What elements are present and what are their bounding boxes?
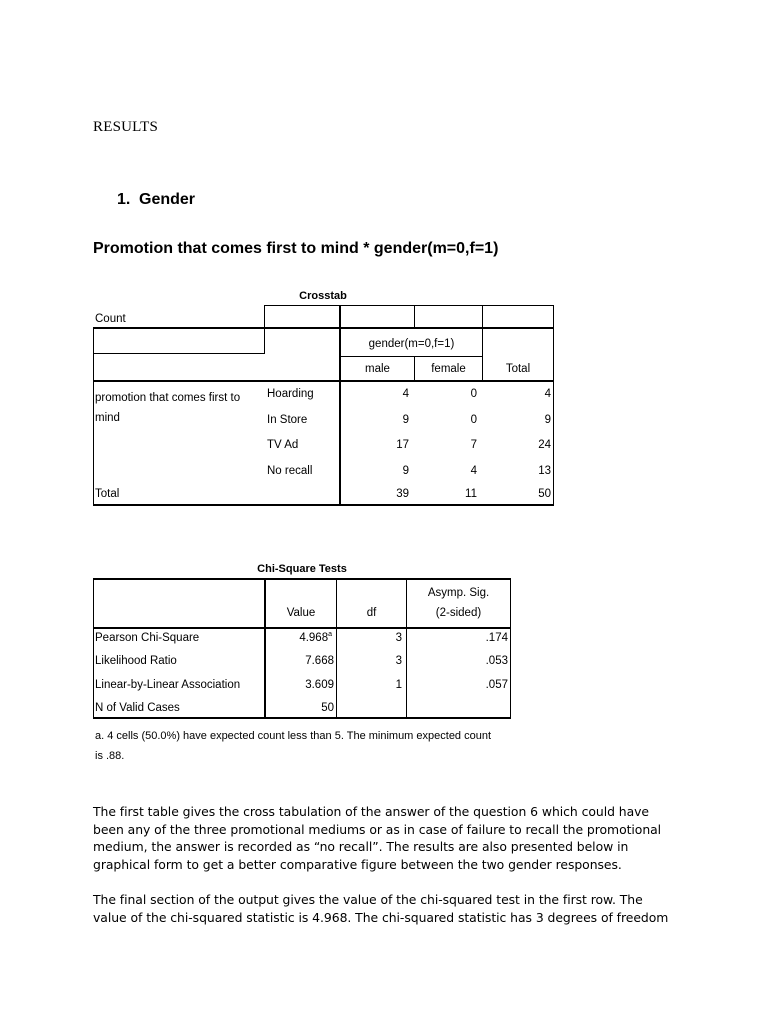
- test-label: N of Valid Cases: [95, 702, 180, 714]
- female-cell: 0: [470, 414, 477, 426]
- male-cell: 9: [402, 465, 409, 477]
- value-number: 4.968: [299, 632, 329, 644]
- value-column-header: Value: [286, 607, 316, 619]
- count-label: Count: [95, 313, 126, 325]
- section-heading: [117, 191, 195, 209]
- chi-square-footnote: [95, 726, 515, 766]
- sig-column-header-line1: Asymp. Sig.: [427, 587, 490, 599]
- row-label: Hoarding: [267, 388, 314, 400]
- total-cell: 4: [544, 388, 551, 400]
- paragraph-line: value of the chi-squared statistic is 4.968. The chi-squared statistic has 3 degrees of freedom: [93, 909, 669, 925]
- df-cell: 3: [395, 655, 402, 667]
- grand-total-cell: 50: [538, 488, 551, 500]
- sig-cell: .053: [485, 655, 508, 667]
- gender-column-group: gender(m=0,f=1): [368, 338, 455, 350]
- sig-column-header-line2: (2-sided): [435, 607, 482, 619]
- row-group-label: promotion that comes first to mind: [95, 392, 241, 424]
- male-cell: 9: [402, 414, 409, 426]
- results-heading: RESULTS: [93, 119, 159, 135]
- paragraph-line: graphical form to get a better comparative figure between the two gender responses.: [93, 856, 622, 872]
- female-cell: 4: [470, 465, 477, 477]
- row-label: In Store: [267, 414, 308, 426]
- paragraph-line: medium, the answer is recorded as “no recall”. The results are also presented below in: [93, 839, 629, 854]
- df-cell: 1: [395, 679, 402, 691]
- crosstab-title: Crosstab: [299, 290, 347, 302]
- sig-cell: .057: [485, 679, 508, 691]
- paragraph-line: The first table gives the cross tabulation of the answer of the question 6 which could have: [93, 804, 650, 819]
- value-cell: 3.609: [305, 679, 334, 691]
- test-label: Linear-by-Linear Association: [95, 679, 241, 691]
- df-cell: 3: [395, 632, 402, 644]
- value-cell: 50: [321, 702, 334, 714]
- male-total-cell: 39: [396, 488, 409, 500]
- value-cell: 7.668: [305, 655, 334, 667]
- total-cell: 13: [538, 465, 551, 477]
- footnote-marker: a: [328, 631, 332, 639]
- interpretation-paragraph-1: [93, 803, 693, 873]
- analysis-title: Promotion that comes first to mind * gender(m=0,f=1): [93, 240, 499, 257]
- section-title: Gender: [139, 191, 196, 208]
- female-column-header: female: [431, 363, 466, 375]
- paragraph-line: The final section of the output gives the value of the chi-squared test in the first row. The: [93, 892, 643, 907]
- test-label: Pearson Chi-Square: [95, 632, 200, 644]
- chi-square-title: Chi-Square Tests: [257, 563, 347, 575]
- male-cell: 4: [402, 388, 409, 400]
- paragraph-line: been any of the three promotional mediums or as in case of failure to recall the promotional: [93, 821, 662, 837]
- sig-cell: .174: [485, 632, 508, 644]
- interpretation-paragraph-2: [93, 891, 693, 926]
- row-label: No recall: [267, 465, 313, 477]
- section-number: 1.: [117, 191, 131, 208]
- footnote-line: is .88.: [95, 750, 125, 762]
- row-label: TV Ad: [267, 439, 299, 451]
- total-row-label: Total: [95, 488, 120, 500]
- female-cell: 0: [470, 388, 477, 400]
- male-column-header: male: [365, 363, 390, 375]
- total-cell: 9: [544, 414, 551, 426]
- test-label: Likelihood Ratio: [95, 655, 177, 667]
- male-cell: 17: [396, 439, 409, 451]
- female-cell: 7: [470, 439, 477, 451]
- total-cell: 24: [538, 439, 551, 451]
- value-cell: [266, 632, 332, 644]
- female-total-cell: 11: [465, 488, 477, 500]
- df-column-header: df: [366, 607, 377, 619]
- total-column-header: Total: [505, 363, 531, 375]
- footnote-line: a. 4 cells (50.0%) have expected count less than 5. The minimum expected count: [95, 730, 492, 742]
